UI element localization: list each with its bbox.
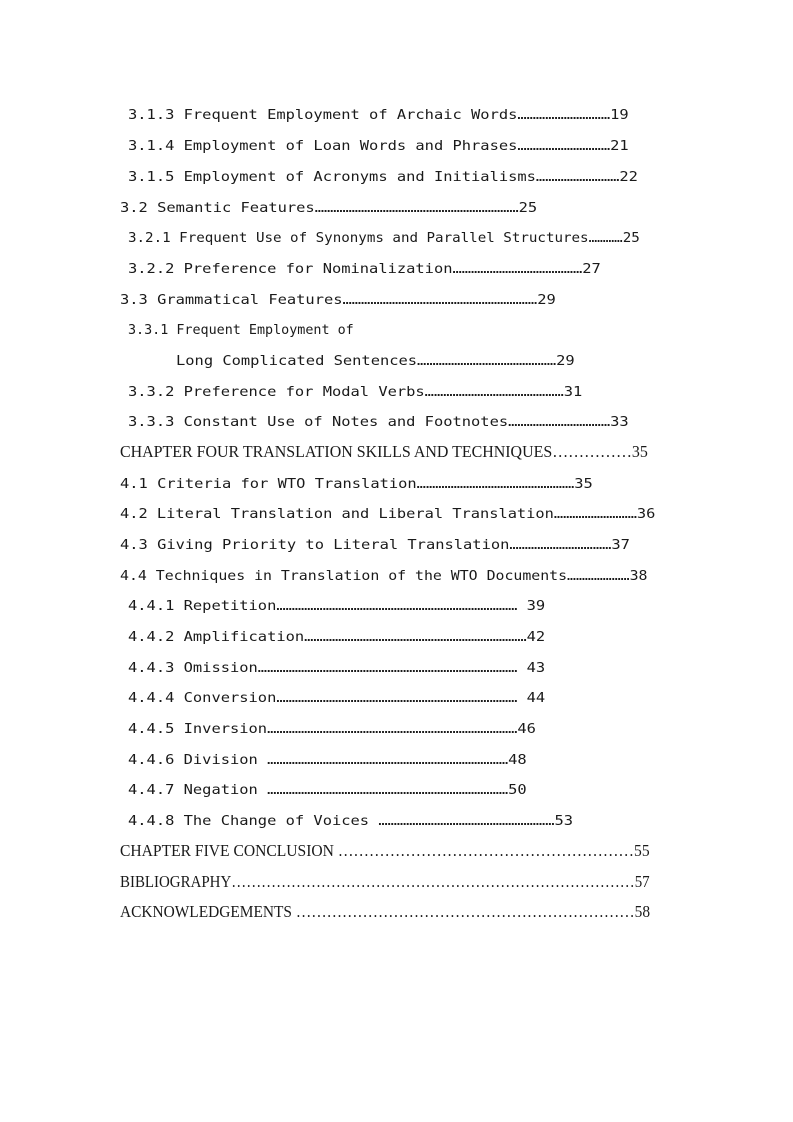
toc-entry: 4.4 Techniques in Translation of the WTO Documents…………………38 (120, 569, 648, 584)
toc-chapter-entry: BIBLIOGRAPHY………………………………………………………………………57 (120, 872, 650, 891)
toc-entry: 4.4.2 Amplification………………………………………………………………42 (128, 630, 546, 645)
toc-entry: 4.1 Criteria for WTO Translation……………………………………………35 (120, 477, 593, 492)
toc-entry: 4.4.6 Division ……………………………………………………………………48 (128, 753, 527, 768)
toc-chapter-entry: ACKNOWLEDGEMENTS …………………………………………………………58 (120, 902, 651, 921)
toc-entry: 4.4.1 Repetition…………………………………………………………………… 39 (128, 599, 546, 614)
toc-entry: 3.3 Grammatical Features………………………………………………………29 (120, 293, 556, 308)
toc-entry: 4.4.4 Conversion…………………………………………………………………… 44 (128, 691, 546, 706)
toc-entry: 3.1.3 Frequent Employment of Archaic Words…………………………19 (128, 108, 629, 123)
toc-entry: 4.2 Literal Translation and Liberal Translation………………………36 (120, 507, 656, 522)
toc-entry: 4.4.8 The Change of Voices …………………………………………………53 (128, 814, 574, 829)
toc-entry: 4.4.7 Negation ……………………………………………………………………50 (128, 783, 527, 798)
toc-entry: 3.2.1 Frequent Use of Synonyms and Parallel Structures…………25 (128, 231, 640, 246)
toc-entry: 3.2.2 Preference for Nominalization……………………………………27 (128, 262, 601, 277)
toc-entry: 3.2 Semantic Features…………………………………………………………25 (120, 201, 538, 216)
toc-entry: 4.3 Giving Priority to Literal Translation……………………………37 (120, 538, 630, 553)
toc-entry: 3.1.4 Employment of Loan Words and Phrases…………………………21 (128, 139, 629, 154)
toc-entry: Long Complicated Sentences………………………………………29 (176, 354, 575, 369)
toc-entry: 3.3.3 Constant Use of Notes and Footnotes……………………………33 (128, 415, 629, 430)
toc-entry: 4.4.3 Omission………………………………………………………………………… 43 (128, 661, 546, 676)
toc-entry: 3.1.5 Employment of Acronyms and Initialisms………………………22 (128, 170, 638, 185)
toc-entry: 4.4.5 Inversion………………………………………………………………………46 (128, 722, 536, 737)
toc-chapter-entry: CHAPTER FIVE CONCLUSION …………………………………………………55 (120, 841, 650, 860)
toc-chapter-entry: CHAPTER FOUR TRANSLATION SKILLS AND TECHNIQUES……………35 (120, 442, 648, 461)
toc-entry: 3.3.2 Preference for Modal Verbs………………………………………31 (128, 385, 583, 400)
toc-entry: 3.3.1 Frequent Employment of (128, 323, 354, 338)
